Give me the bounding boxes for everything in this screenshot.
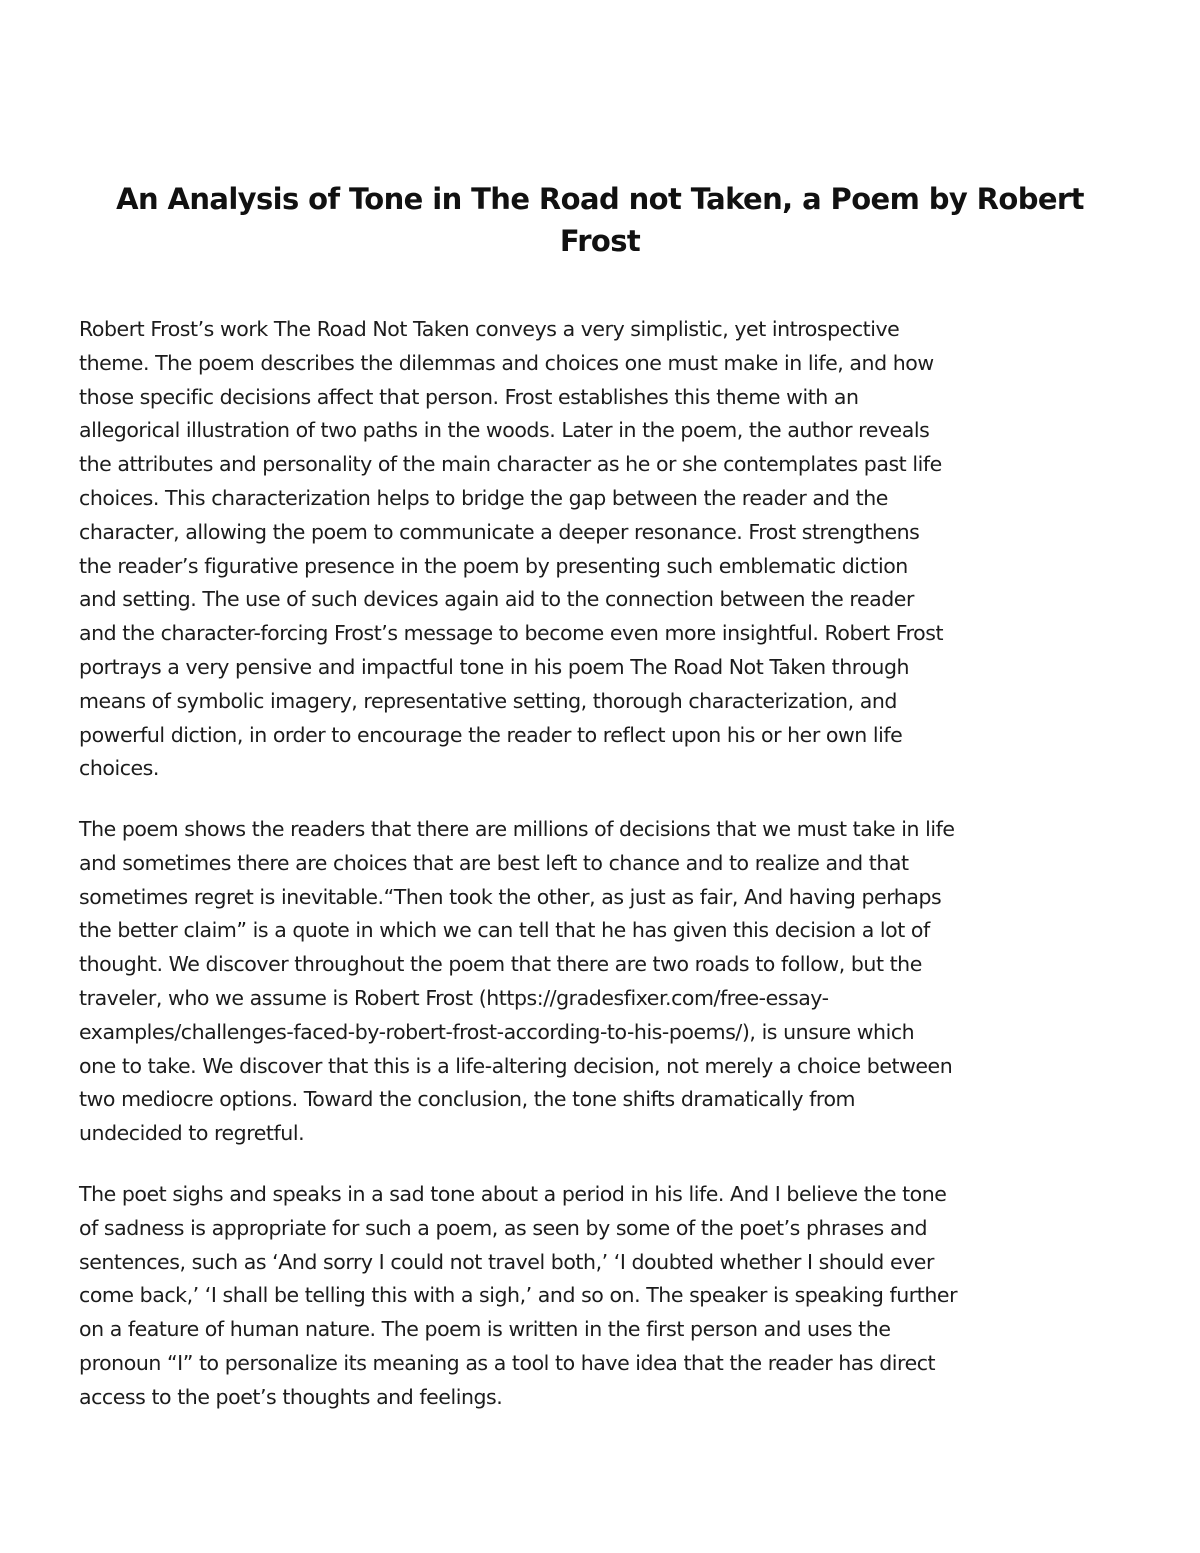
text-line: the reader’s figurative presence in the poem by presenting such emblematic diction xyxy=(79,553,908,578)
paragraph-tone-of-sadness xyxy=(79,1178,1139,1415)
text-line: examples/challenges-faced-by-robert-frost-according-to-his-poems/), is unsure which xyxy=(79,1019,915,1044)
text-line: theme. The poem describes the dilemmas and choices one must make in life, and how xyxy=(79,350,934,375)
text-line: character, allowing the poem to communicate a deeper resonance. Frost strengthens xyxy=(79,519,920,544)
text-line: one to take. We discover that this is a life-altering decision, not merely a choice between xyxy=(79,1053,953,1078)
text-line: sentences, such as ‘And sorry I could not travel both,’ ‘I doubted whether I should ever xyxy=(79,1249,934,1274)
text-line: traveler, who we assume is Robert Frost (https://gradesfixer.com/free-essay- xyxy=(79,985,829,1010)
title-line: An Analysis of Tone in The Road not Taken, a Poem by Robert xyxy=(116,182,1084,216)
text-line: Robert Frost’s work The Road Not Taken conveys a very simplistic, yet introspective xyxy=(79,317,900,341)
text-line: the attributes and personality of the main character as he or she contemplates past life xyxy=(79,452,942,477)
text-line: on a feature of human nature. The poem is written in the first person and uses the xyxy=(79,1317,891,1342)
text-line: sometimes regret is inevitable.“Then took the other, as just as fair, And having perhaps xyxy=(79,884,942,909)
paragraph-introduction xyxy=(79,313,1139,786)
text-line: come back,’ ‘I shall be telling this with a sigh,’ and so on. The speaker is speaking further xyxy=(79,1283,958,1308)
text-line: undecided to regretful. xyxy=(79,1121,305,1146)
text-line: The poem shows the readers that there are millions of decisions that we must take in life xyxy=(79,817,955,841)
text-line: of sadness is appropriate for such a poem, as seen by some of the poet’s phrases and xyxy=(79,1215,928,1240)
title-line: Frost xyxy=(559,224,641,258)
text-line: and sometimes there are choices that are best left to chance and to realize and that xyxy=(79,850,909,875)
text-line: choices. This characterization helps to bridge the gap between the reader and the xyxy=(79,485,888,510)
text-line: and the character-forcing Frost’s message to become even more insightful. Robert Frost xyxy=(79,621,944,646)
text-line: means of symbolic imagery, representative setting, thorough characterization, and xyxy=(79,688,897,713)
document-title xyxy=(60,178,1140,262)
text-line: access to the poet’s thoughts and feelings. xyxy=(79,1384,503,1409)
text-line: allegorical illustration of two paths in the woods. Later in the poem, the author reveals xyxy=(79,418,930,443)
text-line: choices. xyxy=(79,756,159,781)
text-line: powerful diction, in order to encourage the reader to reflect upon his or her own life xyxy=(79,722,903,747)
text-line: those specific decisions affect that person. Frost establishes this theme with an xyxy=(79,384,859,409)
text-line: portrays a very pensive and impactful tone in his poem The Road Not Taken through xyxy=(79,654,910,679)
text-line: The poet sighs and speaks in a sad tone about a period in his life. And I believe the tone xyxy=(79,1182,947,1206)
paragraph-decisions xyxy=(79,813,1139,1151)
text-line: the better claim” is a quote in which we can tell that he has given this decision a lot of xyxy=(79,918,930,943)
text-line: two mediocre options. Toward the conclusion, the tone shifts dramatically from xyxy=(79,1087,856,1112)
text-line: pronoun “I” to personalize its meaning as a tool to have idea that the reader has direct xyxy=(79,1350,936,1375)
text-line: thought. We discover throughout the poem that there are two roads to follow, but the xyxy=(79,952,922,977)
text-line: and setting. The use of such devices again aid to the connection between the reader xyxy=(79,587,914,612)
